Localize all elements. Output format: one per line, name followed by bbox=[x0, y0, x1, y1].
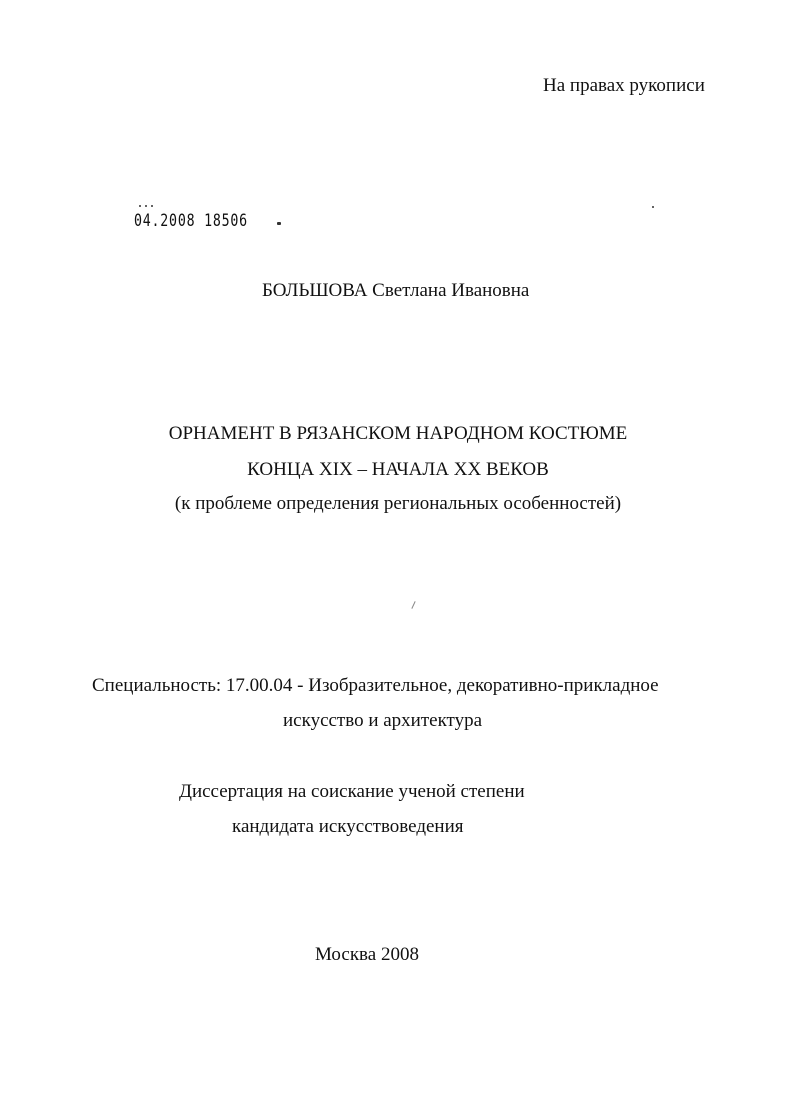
dissertation-line-2: кандидата искусствоведения bbox=[232, 816, 464, 837]
stamp-mark bbox=[139, 205, 141, 207]
specialty-line-1: Специальность: 17.00.04 - Изобразительное, декоративно-прикладное bbox=[92, 675, 659, 696]
specialty-line-2: искусство и архитектура bbox=[283, 710, 483, 731]
stamp-mark bbox=[145, 205, 147, 207]
title-subtitle: (к проблеме определения региональных особенностей) bbox=[174, 493, 622, 514]
speck bbox=[411, 601, 415, 609]
author-name: БОЛЬШОВА Светлана Ивановна bbox=[262, 280, 530, 301]
title-line-2: КОНЦА XIX – НАЧАЛА XX ВЕКОВ bbox=[247, 459, 549, 480]
rights-note: На правах рукописи bbox=[543, 75, 705, 96]
title-line-1: ОРНАМЕНТ В РЯЗАНСКОМ НАРОДНОМ КОСТЮМЕ bbox=[168, 423, 628, 444]
speck bbox=[652, 206, 654, 208]
registration-number-stamp: 04.2008 18506 bbox=[134, 211, 248, 231]
stamp-mark bbox=[151, 205, 153, 207]
city-year: Москва 2008 bbox=[315, 944, 419, 965]
dissertation-line-1: Диссертация на соискание ученой степени bbox=[179, 781, 525, 802]
stamp-mark bbox=[277, 222, 281, 225]
